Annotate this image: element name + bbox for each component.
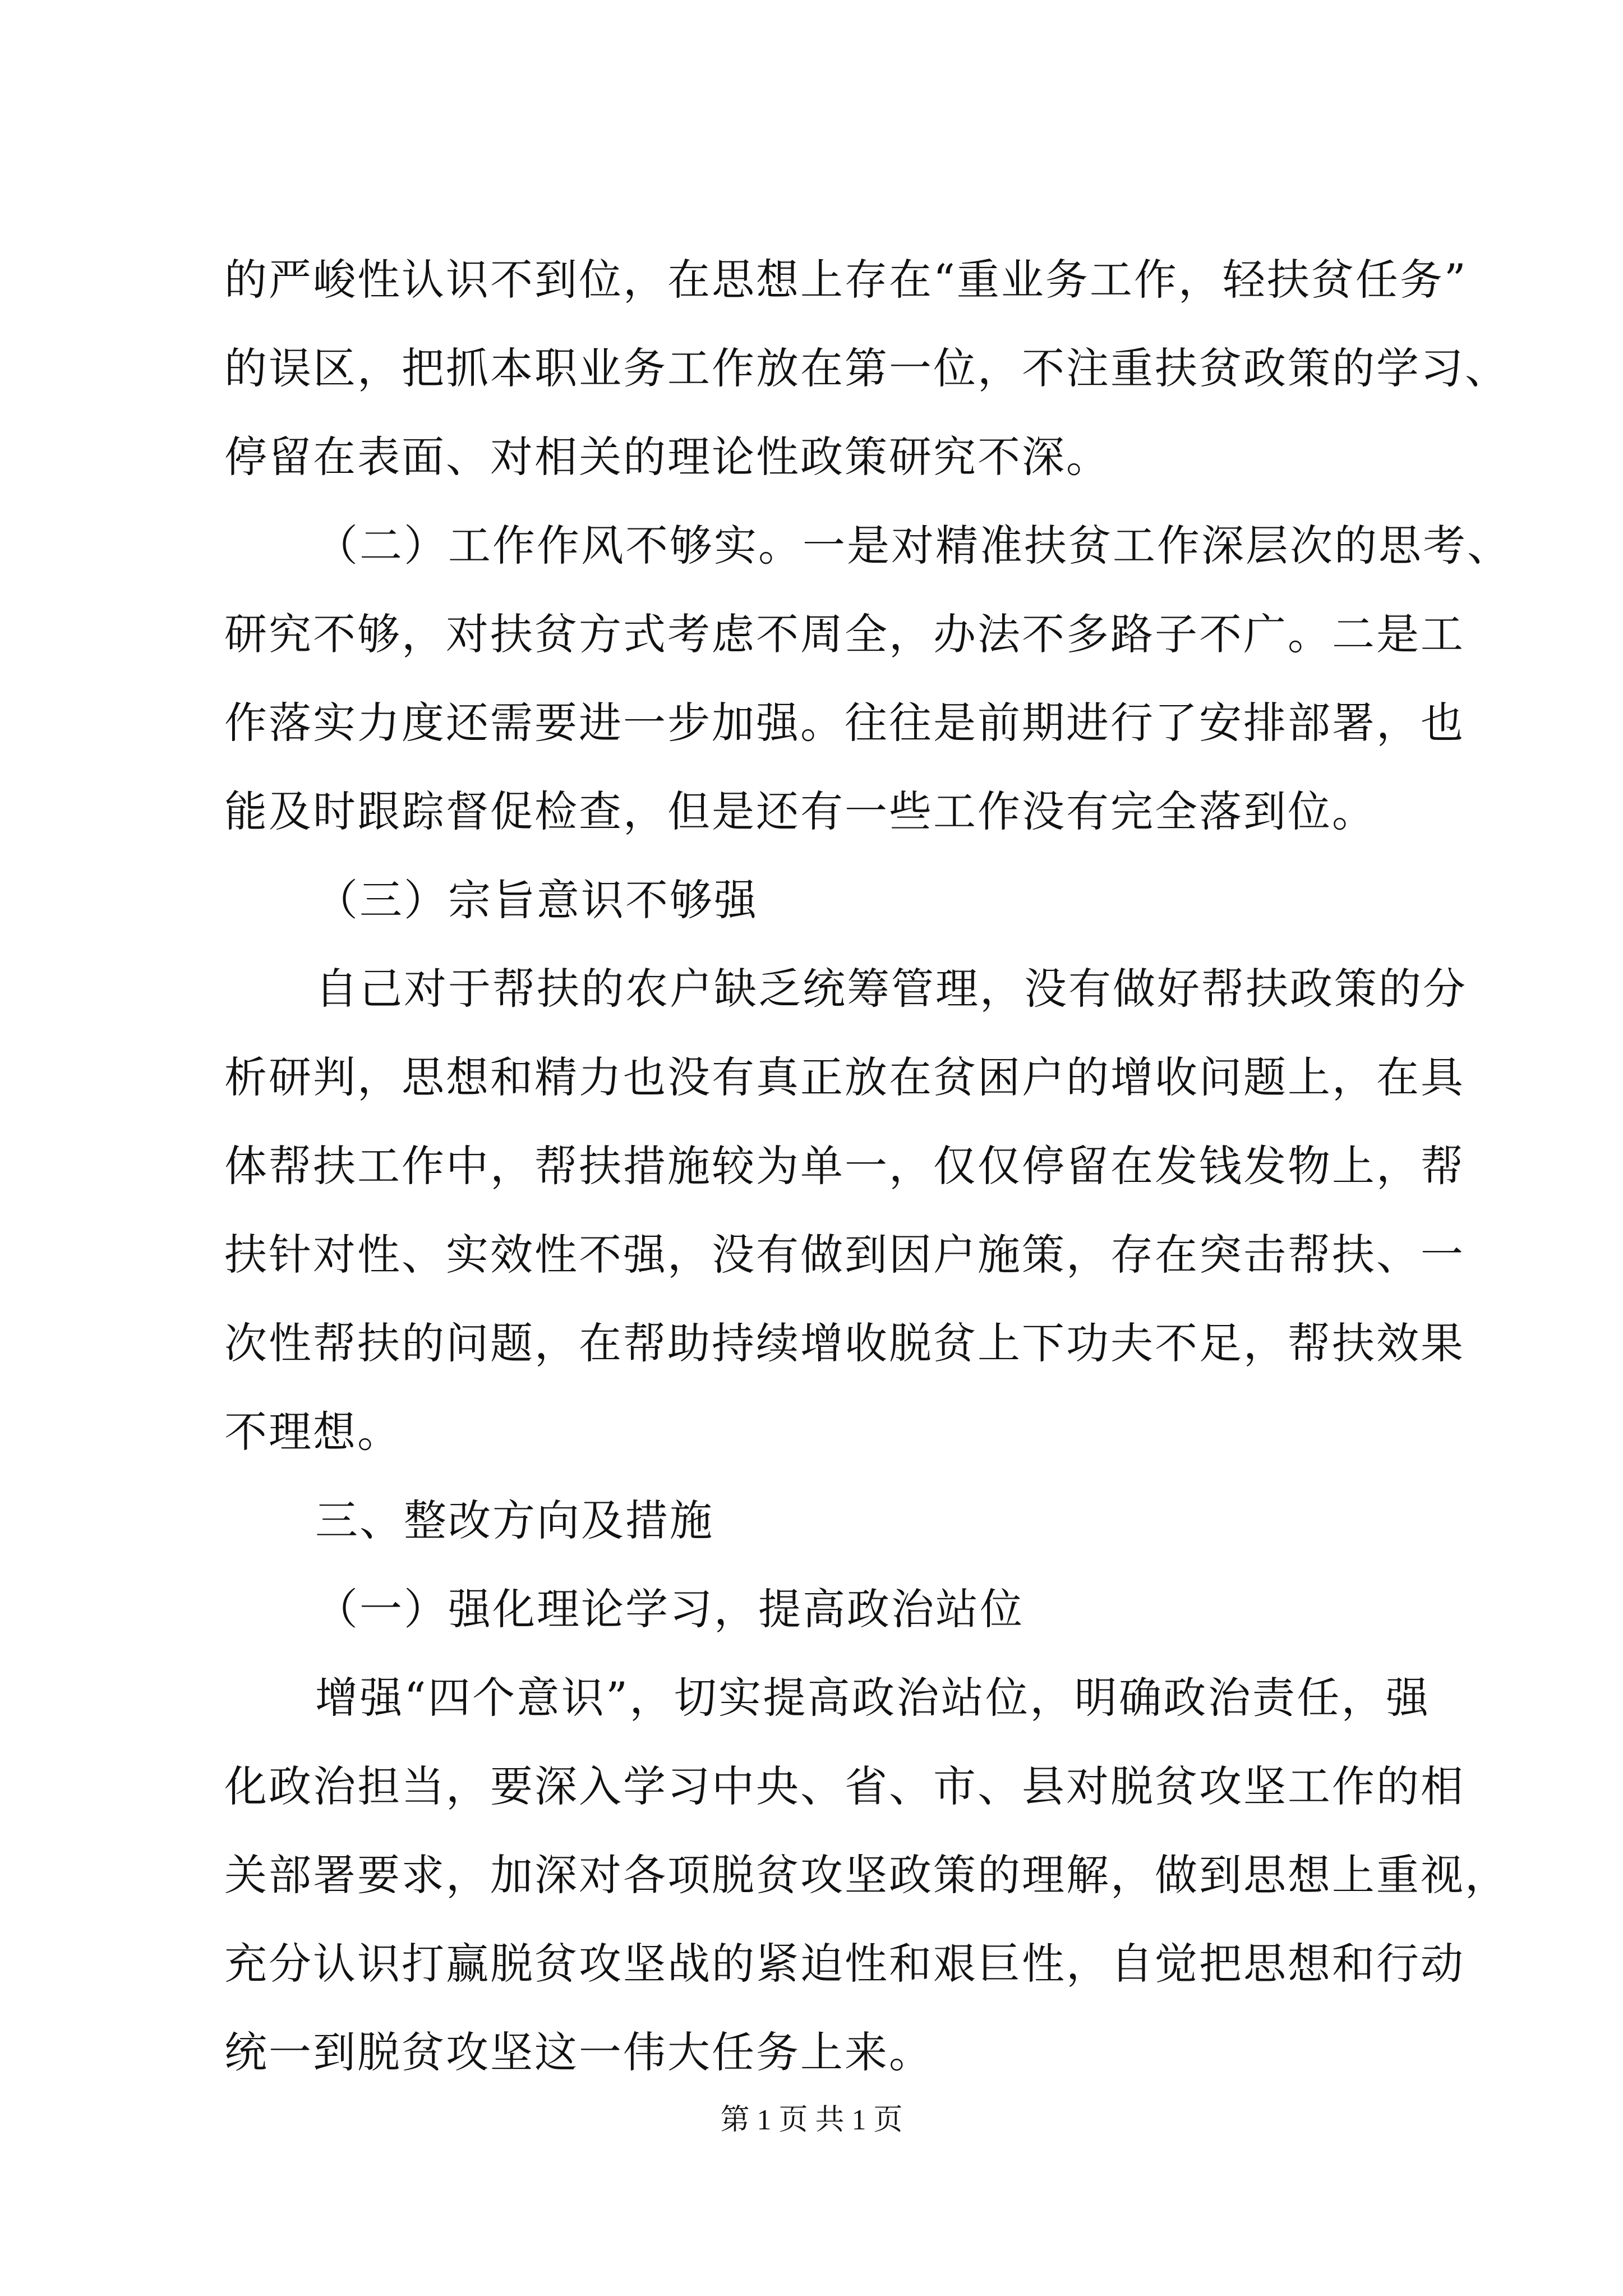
text-line-5: 研究不够，对扶贫方式考虑不周全，办法不多路子不广。二是工: [224, 609, 1465, 659]
text-line-2: 的误区，把抓本职业务工作放在第一位，不注重扶贫政策的学习、: [224, 343, 1509, 393]
text-line-3: 停留在表面、对相关的理论性政策研究不深。: [224, 432, 1110, 482]
section-heading-2: （二）工作作风不够实。一是对精准扶贫工作深层次的思考、: [315, 521, 1511, 570]
text-line-14: 不理想。: [224, 1407, 402, 1457]
text-line-1: 的严峻性认识不到位，在思想上存在“重业务工作，轻扶贫任务”: [224, 255, 1468, 305]
text-line-18: 化政治担当，要深入学习中央、省、市、县对脱贫攻坚工作的相: [224, 1761, 1465, 1811]
text-line-19: 关部署要求，加深对各项脱贫攻坚政策的理解，做到思想上重视，: [224, 1850, 1509, 1900]
text-line-9: 自己对于帮扶的农户缺乏统筹管理，没有做好帮扶政策的分: [315, 964, 1467, 1014]
text-line-7: 能及时跟踪督促检查，但是还有一些工作没有完全落到位。: [224, 786, 1376, 836]
chapter-heading: 三、整改方向及措施: [315, 1496, 714, 1545]
text-line-6: 作落实力度还需要进一步加强。往往是前期进行了安排部署，也: [224, 698, 1465, 748]
text-line-20: 充分认识打赢脱贫攻坚战的紧迫性和艰巨性，自觉把思想和行动: [224, 1939, 1465, 1989]
text-line-13: 次性帮扶的问题，在帮助持续增收脱贫上下功夫不足，帮扶效果: [224, 1318, 1465, 1368]
text-line-12: 扶针对性、实效性不强，没有做到因户施策，存在突击帮扶、一: [224, 1230, 1465, 1280]
section-heading-1: （一）强化理论学习，提高政治站位: [315, 1584, 1024, 1634]
section-heading-3: （三）宗旨意识不够强: [315, 875, 758, 925]
text-line-21: 统一到脱贫攻坚这一伟大任务上来。: [224, 2027, 933, 2077]
page-footer: 第 1 页 共 1 页: [720, 2104, 903, 2136]
text-line-10: 析研判，思想和精力也没有真正放在贫困户的增收问题上，在具: [224, 1052, 1465, 1102]
text-line-11: 体帮扶工作中，帮扶措施较为单一，仅仅停留在发钱发物上，帮: [224, 1141, 1465, 1191]
document-body: [224, 236, 1511, 2097]
text-line-17: 增强“四个意识”，切实提高政治站位，明确政治责任，强: [315, 1673, 1430, 1723]
